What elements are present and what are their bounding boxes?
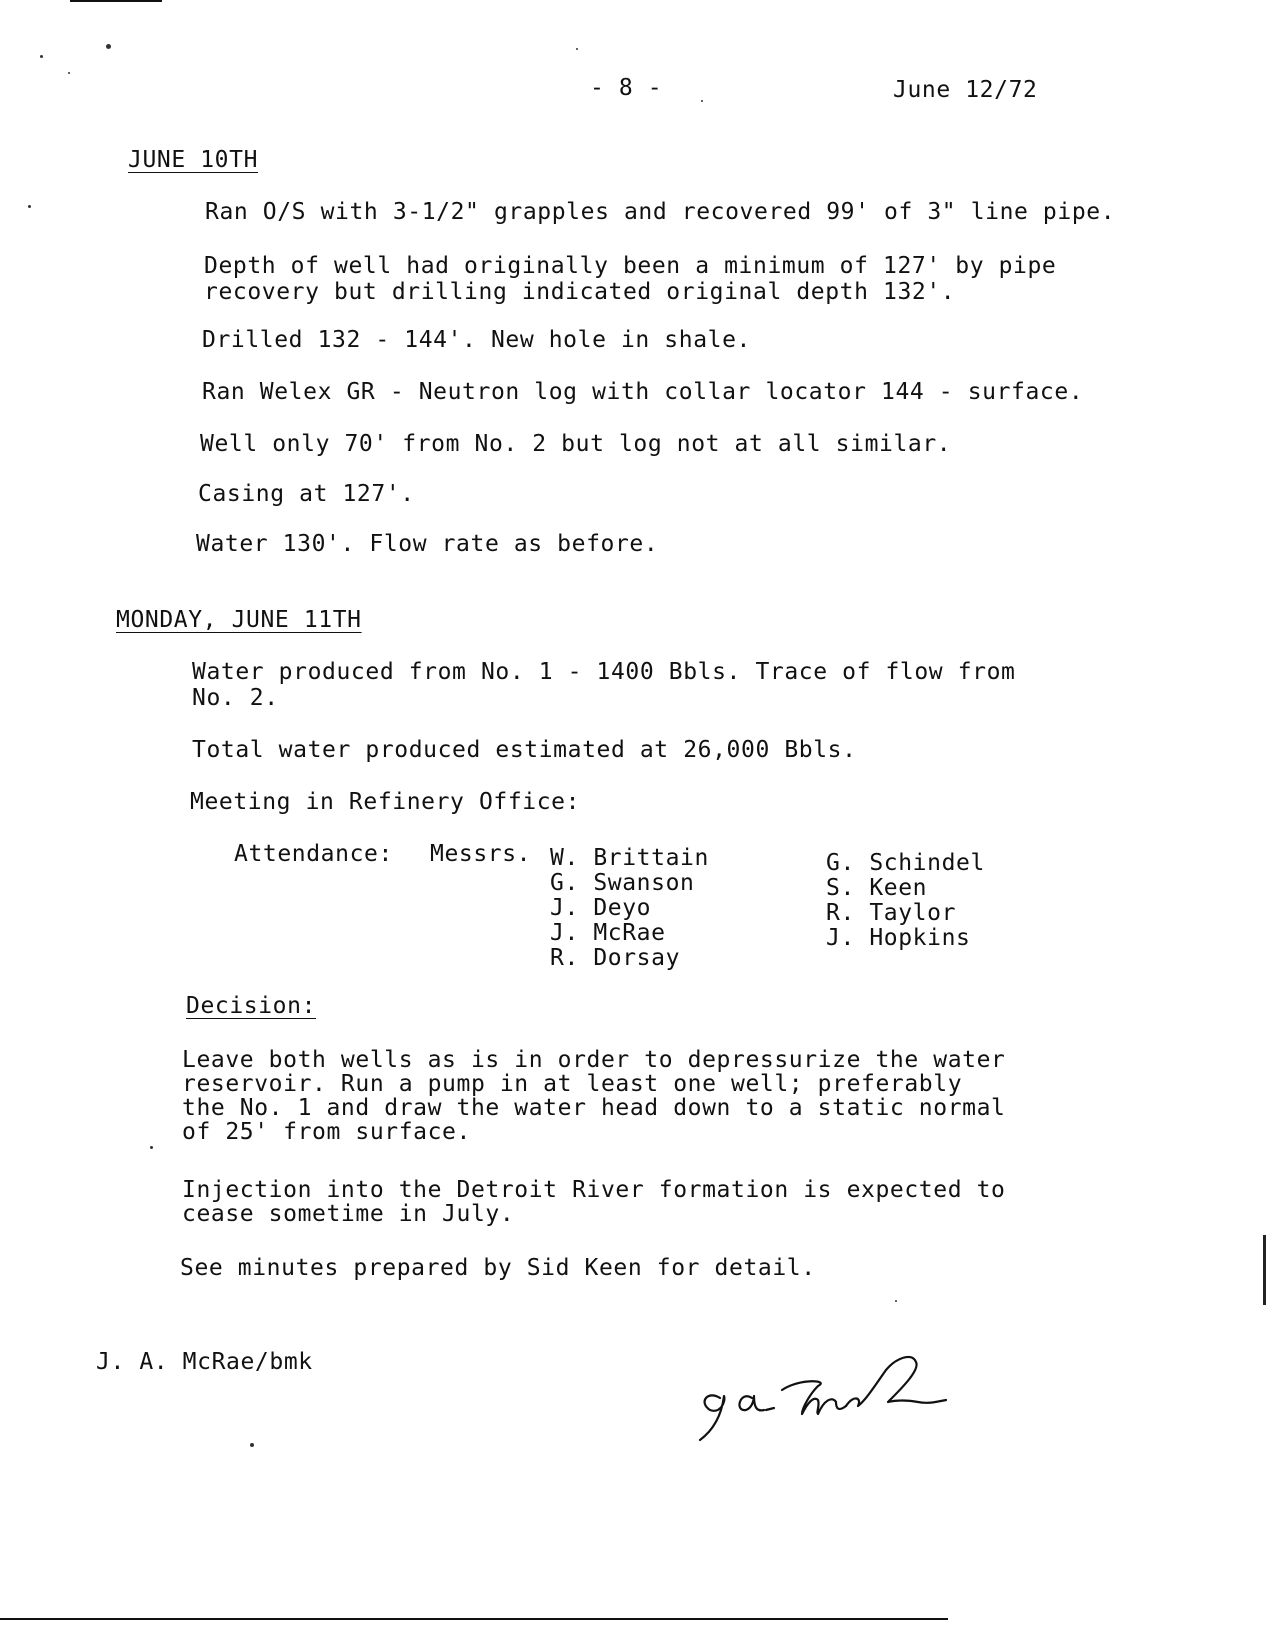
- bottom-edge-rule: [0, 1618, 948, 1620]
- attendee-name: R. Dorsay: [550, 945, 681, 971]
- entry-line: Water produced from No. 1 - 1400 Bbls. Trace of flow from: [192, 659, 1016, 685]
- attendee-name: J. Deyo: [550, 895, 652, 921]
- scan-speck: [701, 100, 703, 102]
- entry-line: No. 2.: [192, 685, 279, 711]
- entry-line: Ran Welex GR - Neutron log with collar locator 144 - surface.: [202, 379, 1084, 405]
- scan-speck: [106, 44, 111, 49]
- attendee-name: J. Hopkins: [826, 925, 971, 951]
- entry-line: Well only 70' from No. 2 but log not at all similar.: [200, 431, 952, 457]
- entry-line: Water 130'. Flow rate as before.: [196, 531, 659, 557]
- attendee-name: G. Schindel: [826, 850, 985, 876]
- scan-speck: [250, 1443, 254, 1447]
- top-edge-rule: [70, 0, 162, 2]
- minutes-line: See minutes prepared by Sid Keen for detail.: [180, 1255, 816, 1281]
- entry-line: Total water produced estimated at 26,000 Bbls.: [192, 737, 857, 763]
- attendee-name: W. Brittain: [550, 845, 709, 871]
- injection-line: Injection into the Detroit River formation is expected to: [182, 1177, 1006, 1203]
- section-heading-june-10: JUNE 10TH: [128, 147, 259, 173]
- decision-line: the No. 1 and draw the water head down to a static normal: [182, 1095, 1006, 1121]
- handwritten-signature: [690, 1340, 960, 1450]
- decision-line: of 25' from surface.: [182, 1119, 471, 1145]
- entry-line: Drilled 132 - 144'. New hole in shale.: [202, 327, 751, 353]
- author-initials: J. A. McRae/bmk: [96, 1349, 313, 1375]
- attendees-column-2: [826, 851, 985, 951]
- entry-line: Ran O/S with 3-1/2" grapples and recovered 99' of 3" line pipe.: [205, 199, 1116, 225]
- scan-speck: [28, 205, 31, 208]
- attendee-name: S. Keen: [826, 875, 928, 901]
- entry-line: Depth of well had originally been a minimum of 127' by pipe: [204, 253, 1057, 279]
- scan-speck: [150, 1146, 153, 1149]
- entry-line: recovery but drilling indicated original depth 132'.: [204, 279, 956, 305]
- messrs-label: Messrs.: [430, 841, 532, 867]
- scan-speck: [895, 1300, 897, 1302]
- attendee-name: R. Taylor: [826, 900, 957, 926]
- decision-heading: Decision:: [186, 993, 317, 1019]
- decision-line: reservoir. Run a pump in at least one well; preferably: [182, 1071, 963, 1097]
- attendees-column-1: [550, 846, 709, 971]
- attendance-label: Attendance:: [234, 841, 393, 867]
- section-heading-june-11: MONDAY, JUNE 11TH: [116, 607, 362, 633]
- scan-speck: [68, 72, 70, 74]
- decision-line: Leave both wells as is in order to depressurize the water: [182, 1047, 1006, 1073]
- entry-line: Casing at 127'.: [198, 481, 415, 507]
- document-date: June 12/72: [893, 77, 1038, 103]
- scan-speck: [576, 48, 578, 50]
- attendee-name: G. Swanson: [550, 870, 695, 896]
- attendee-name: J. McRae: [550, 920, 666, 946]
- right-edge-mark: [1263, 1235, 1266, 1305]
- injection-line: cease sometime in July.: [182, 1201, 515, 1227]
- page-number: - 8 -: [590, 75, 663, 101]
- entry-line: Meeting in Refinery Office:: [190, 789, 581, 815]
- scan-speck: [40, 55, 43, 58]
